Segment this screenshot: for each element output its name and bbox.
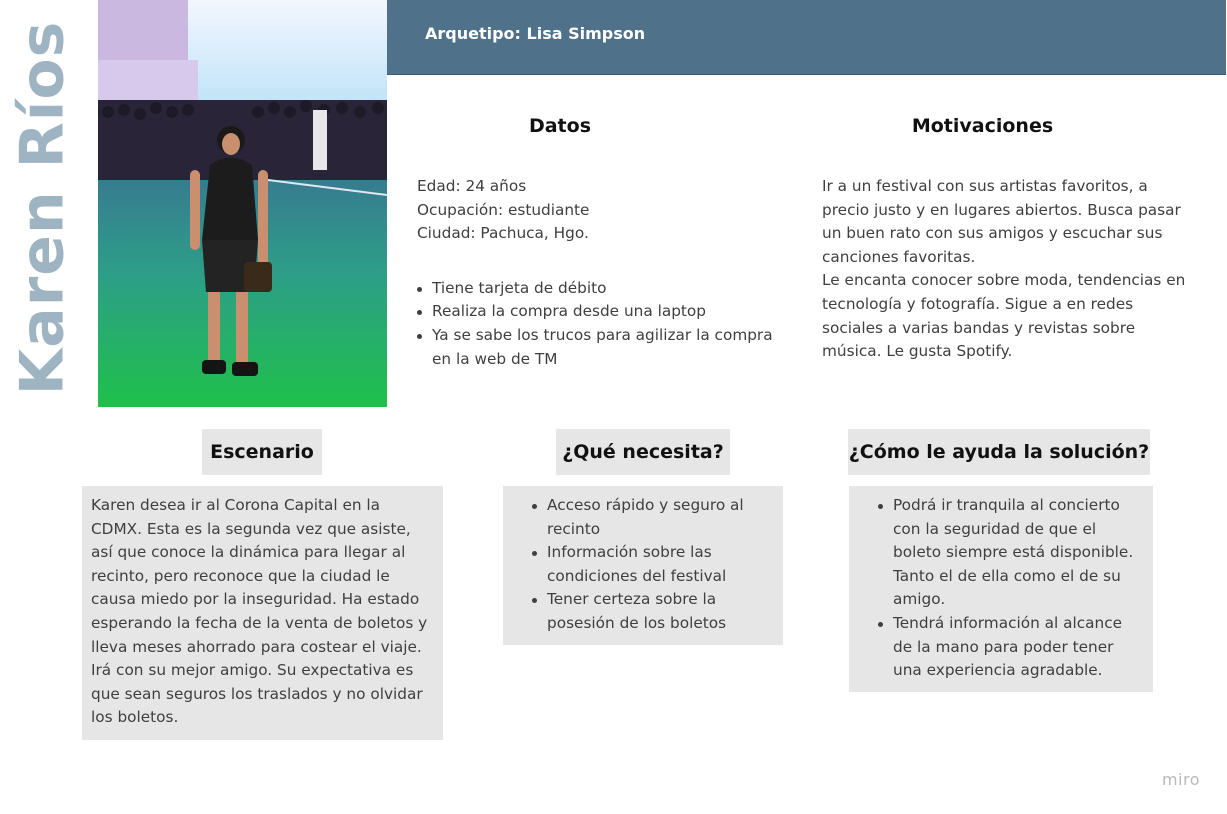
necesita-heading: ¿Qué necesita? [556,429,730,475]
festival-photo-illustration [98,0,387,407]
escenario-card [82,486,443,740]
solucion-card [849,486,1153,692]
miro-watermark: miro [1161,770,1200,789]
motivaciones-paragraph: Ir a un festival con sus artistas favoritos, a precio justo y en lugares abiertos. Busca pasar un buen rato con sus amigos y escuchar sus canciones favoritas. [822,177,1181,266]
escenario-text: Karen desea ir al Corona Capital en la CDMX. Esta es la segunda vez que asiste, así que conoce la dinámica para llegar al recinto, pero reconoce que la ciudad le causa miedo por la inseguridad. Ha estado esperando la fecha de la venta de boletos y lleva meses ahorrado para costear el viaje. Irá con su mejor amigo. Su expectativa es que sean seguros los traslados y no olvidar los boletos. [91,496,428,727]
solucion-bullet-list [878,494,1144,683]
motivaciones-paragraph: Le encanta conocer sobre moda, tendencias en tecnología y fotografía. Sigue a en redes sociales a varias bandas y revistas sobre música. Le gusta Spotify. [822,271,1186,361]
necesita-card [503,486,783,645]
datos-field: Ocupación: estudiante [417,200,590,219]
list-item: Acceso rápido y seguro al recinto [532,494,774,541]
datos-heading: Datos [528,115,592,137]
persona-name-text: Karen Ríos [7,20,78,396]
necesita-bullet-list [532,494,774,636]
datos-field: Ciudad: Pachuca, Hgo. [417,224,589,243]
motivaciones-heading: Motivaciones [911,115,1054,137]
list-item: Tiene tarjeta de débito [417,277,792,301]
list-item: Ya se sabe los trucos para agilizar la compra en la web de TM [417,324,792,371]
datos-field: Edad: 24 años [417,177,527,195]
datos-bullet-list [417,277,792,371]
list-item: Realiza la compra desde una laptop [417,300,792,324]
motivaciones-section [822,175,1197,364]
list-item: Tendrá información al alcance de la mano para poder tener una experiencia agradable. [878,612,1144,683]
list-item: Tener certeza sobre la posesión de los boletos [532,588,774,635]
archetype-title: Arquetipo: Lisa Simpson [425,24,646,43]
archetype-header [387,0,1226,75]
persona-name [6,20,78,396]
solucion-heading: ¿Cómo le ayuda la solución? [848,429,1150,475]
datos-section [417,175,792,371]
list-item: Información sobre las condiciones del festival [532,541,774,588]
persona-photo [98,0,387,407]
list-item: Podrá ir tranquila al concierto con la seguridad de que el boleto siempre está disponible. Tanto el de ella como el de su amigo. [878,494,1144,612]
escenario-heading: Escenario [202,429,322,475]
